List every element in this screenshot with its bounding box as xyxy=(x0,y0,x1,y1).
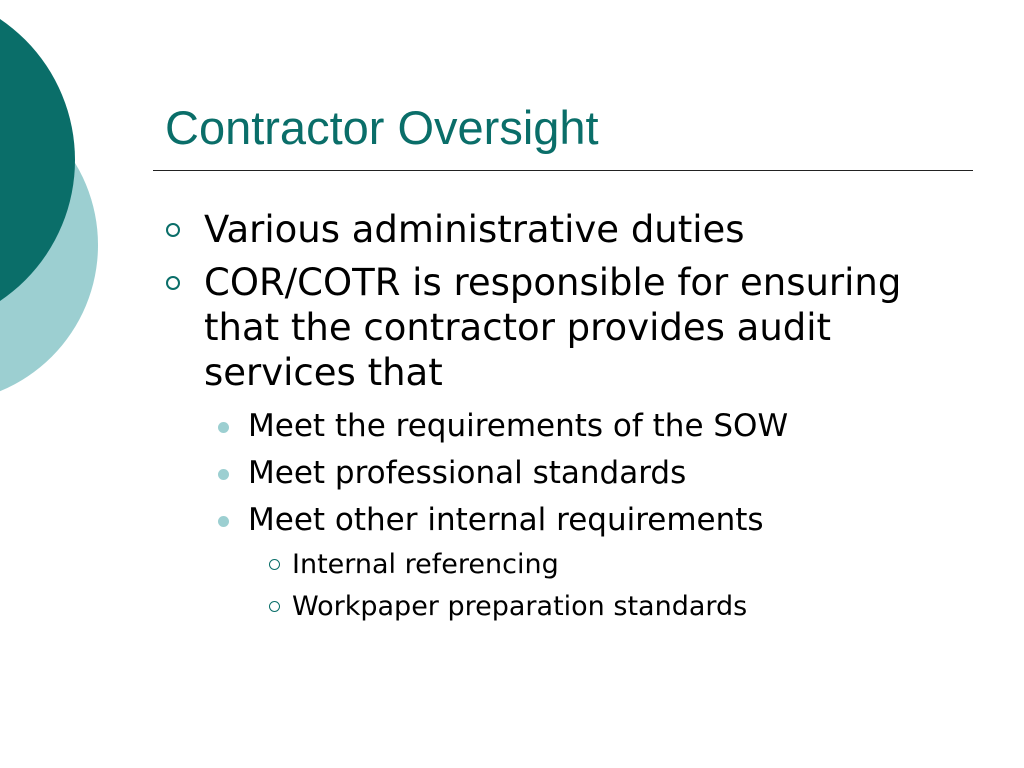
slide-title: Contractor Oversight xyxy=(165,101,599,154)
bullet-text: Various administrative duties xyxy=(204,208,745,251)
bullet-list xyxy=(160,207,980,628)
sub-sub-bullet-item xyxy=(160,544,980,586)
bullet-item xyxy=(160,207,980,252)
sub-sub-bullet-text: Workpaper preparation standards xyxy=(292,591,748,622)
filled-dot-bullet-icon xyxy=(218,469,229,480)
hollow-circle-bullet-icon xyxy=(166,223,180,237)
filled-dot-bullet-icon xyxy=(218,422,229,433)
title-divider xyxy=(153,170,973,171)
sub-bullet-text: Meet other internal requirements xyxy=(248,502,764,538)
sub-bullet-item xyxy=(160,403,980,450)
sub-bullet-item xyxy=(160,450,980,497)
sub-bullet-text: Meet professional standards xyxy=(248,455,687,491)
hollow-circle-bullet-icon xyxy=(166,276,180,290)
bullet-item xyxy=(160,260,980,395)
hollow-circle-bullet-icon xyxy=(269,601,280,612)
filled-dot-bullet-icon xyxy=(218,516,229,527)
sub-bullet-item xyxy=(160,497,980,544)
sub-sub-bullet-text: Internal referencing xyxy=(292,549,559,580)
hollow-circle-bullet-icon xyxy=(269,559,280,570)
bullet-text: COR/COTR is responsible for ensuring that the contractor provides audit services that xyxy=(204,261,902,394)
sub-bullet-text: Meet the requirements of the SOW xyxy=(248,408,789,444)
sub-sub-bullet-item xyxy=(160,586,980,628)
